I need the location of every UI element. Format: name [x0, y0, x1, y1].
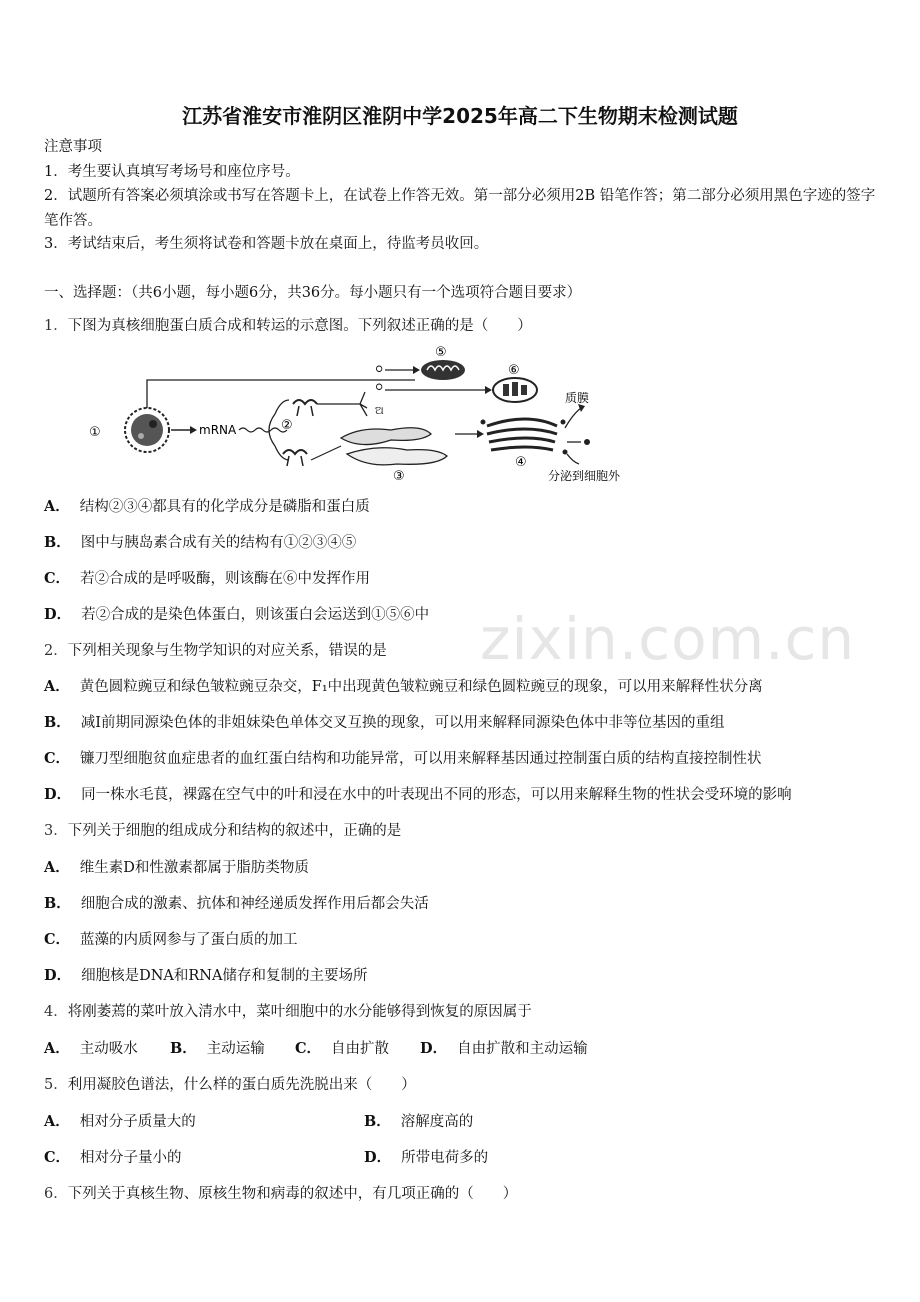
notice-item: 2．试题所有答案必须填涂或书写在答题卡上，在试卷上作答无效。第一部分必须用2B 铅笔作答；第二部分必须用黑色字迹的签字笔作答。 — [44, 188, 876, 229]
option-1c[interactable]: C． 若②合成的是呼吸酶，则该酶在⑥中发挥作用 — [44, 570, 371, 587]
question-4 — [44, 1000, 532, 1021]
svg-text:ഠ: ഠ — [375, 380, 383, 393]
option-2a[interactable]: A． 黄色圆粒豌豆和绿色皱粒豌豆杂交，F₁中出现黄色皱粒豌豆和绿色圆粒豌豆的现象，可以用来解释性状分离 — [44, 678, 763, 695]
svg-text:ଅ: ଅ — [375, 404, 384, 417]
question-5 — [44, 1073, 416, 1094]
option-3a[interactable]: A． 维生素D和性激素都属于脂肪类物质 — [44, 859, 309, 876]
svg-text:ഠ: ഠ — [375, 362, 383, 375]
label-2: ② — [281, 418, 293, 433]
option-1d[interactable]: D． 若②合成的是染色体蛋白，则该蛋白会运送到①⑤⑥中 — [44, 606, 430, 623]
free-ribosome — [293, 400, 317, 416]
option-4d[interactable]: D． 自由扩散和主动运输 — [420, 1040, 588, 1057]
label-1: ① — [89, 425, 101, 440]
option-4b[interactable]: B． 主动运输 — [170, 1040, 265, 1057]
label-3: ③ — [393, 469, 405, 484]
option-2d[interactable]: D． 同一株水毛茛，裸露在空气中的叶和浸在水中的叶表现出不同的形态，可以用来解释生物的性状会受环境的影响 — [44, 786, 792, 803]
question-1 — [44, 314, 532, 335]
question-number: 2． — [44, 643, 68, 659]
question-number: 6． — [44, 1186, 68, 1202]
label-6: ⑥ — [508, 363, 520, 378]
bound-ribosome — [283, 450, 307, 466]
question-6 — [44, 1182, 517, 1203]
notice-item: 1．考生要认真填写考场号和座位序号。 — [44, 164, 300, 180]
question-text: 下列关于真核生物、原核生物和病毒的叙述中，有几项正确的（ ） — [67, 1186, 518, 1202]
option-3b[interactable]: B． 细胞合成的激素、抗体和神经递质发挥作用后都会失活 — [44, 895, 429, 912]
question-text: 利用凝胶色谱法，什么样的蛋白质先洗脱出来（ ） — [67, 1077, 416, 1093]
nucleus-structure — [125, 408, 169, 452]
mitochondrion — [421, 360, 465, 380]
label-5: ⑤ — [435, 345, 447, 360]
option-5b[interactable]: B． 溶解度高的 — [364, 1113, 474, 1130]
chloroplast — [493, 378, 537, 402]
option-3d[interactable]: D． 细胞核是DNA和RNA储存和复制的主要场所 — [44, 967, 368, 984]
option-2c[interactable]: C． 镰刀型细胞贫血症患者的血红蛋白结构和功能异常，可以用来解释基因通过控制蛋白质的结构直接控制性状 — [44, 750, 762, 767]
protein-transport-diagram — [85, 342, 645, 487]
section-heading: 一、选择题：（共6小题，每小题6分，共36分。每小题只有一个选项符合题目要求） — [44, 285, 582, 301]
question-text: 下列关于细胞的组成成分和结构的叙述中，正确的是 — [67, 823, 402, 839]
mrna-label: mRNA — [199, 423, 237, 437]
question-text: 下图为真核细胞蛋白质合成和转运的示意图。下列叙述正确的是（ ） — [67, 318, 532, 334]
question-number: 3． — [44, 823, 68, 839]
option-2b[interactable]: B． 减I前期同源染色体的非姐妹染色单体交叉互换的现象，可以用来解释同源染色体中非等位基因的重组 — [44, 714, 725, 731]
membrane-label: 质膜 — [565, 391, 590, 405]
option-4c[interactable]: C． 自由扩散 — [295, 1040, 390, 1057]
endoplasmic-reticulum — [311, 428, 447, 465]
question-text: 下列相关现象与生物学知识的对应关系，错误的是 — [67, 643, 387, 659]
question-text: 将刚萎蔫的菜叶放入清水中，菜叶细胞中的水分能够得到恢复的原因属于 — [67, 1004, 532, 1020]
notice-heading: 注意事项 — [44, 139, 102, 155]
secrete-label: 分泌到细胞外 — [548, 469, 621, 483]
option-4a[interactable]: A． 主动吸水 — [44, 1040, 138, 1057]
question-number: 1． — [44, 318, 68, 334]
option-1a[interactable]: A． 结构②③④都具有的化学成分是磷脂和蛋白质 — [44, 498, 370, 515]
question-number: 5． — [44, 1077, 68, 1093]
option-5c[interactable]: C． 相对分子量小的 — [44, 1149, 182, 1166]
golgi-apparatus — [481, 419, 568, 455]
question-2 — [44, 639, 387, 660]
option-3c[interactable]: C． 蓝藻的内质网参与了蛋白质的加工 — [44, 931, 298, 948]
notice-item: 3．考试结束后，考生须将试卷和答题卡放在桌面上，待监考员收回。 — [44, 236, 489, 252]
page-title: 江苏省淮安市淮阴区淮阴中学2025年高二下生物期末检测试题 — [182, 104, 738, 128]
question-number: 4． — [44, 1004, 68, 1020]
option-5a[interactable]: A． 相对分子质量大的 — [44, 1113, 196, 1130]
option-1b[interactable]: B． 图中与胰岛素合成有关的结构有①②③④⑤ — [44, 534, 357, 551]
question-3 — [44, 819, 401, 840]
watermark: zixin.com.cn — [480, 605, 856, 673]
label-4: ④ — [515, 455, 527, 470]
option-5d[interactable]: D． 所带电荷多的 — [364, 1149, 489, 1166]
